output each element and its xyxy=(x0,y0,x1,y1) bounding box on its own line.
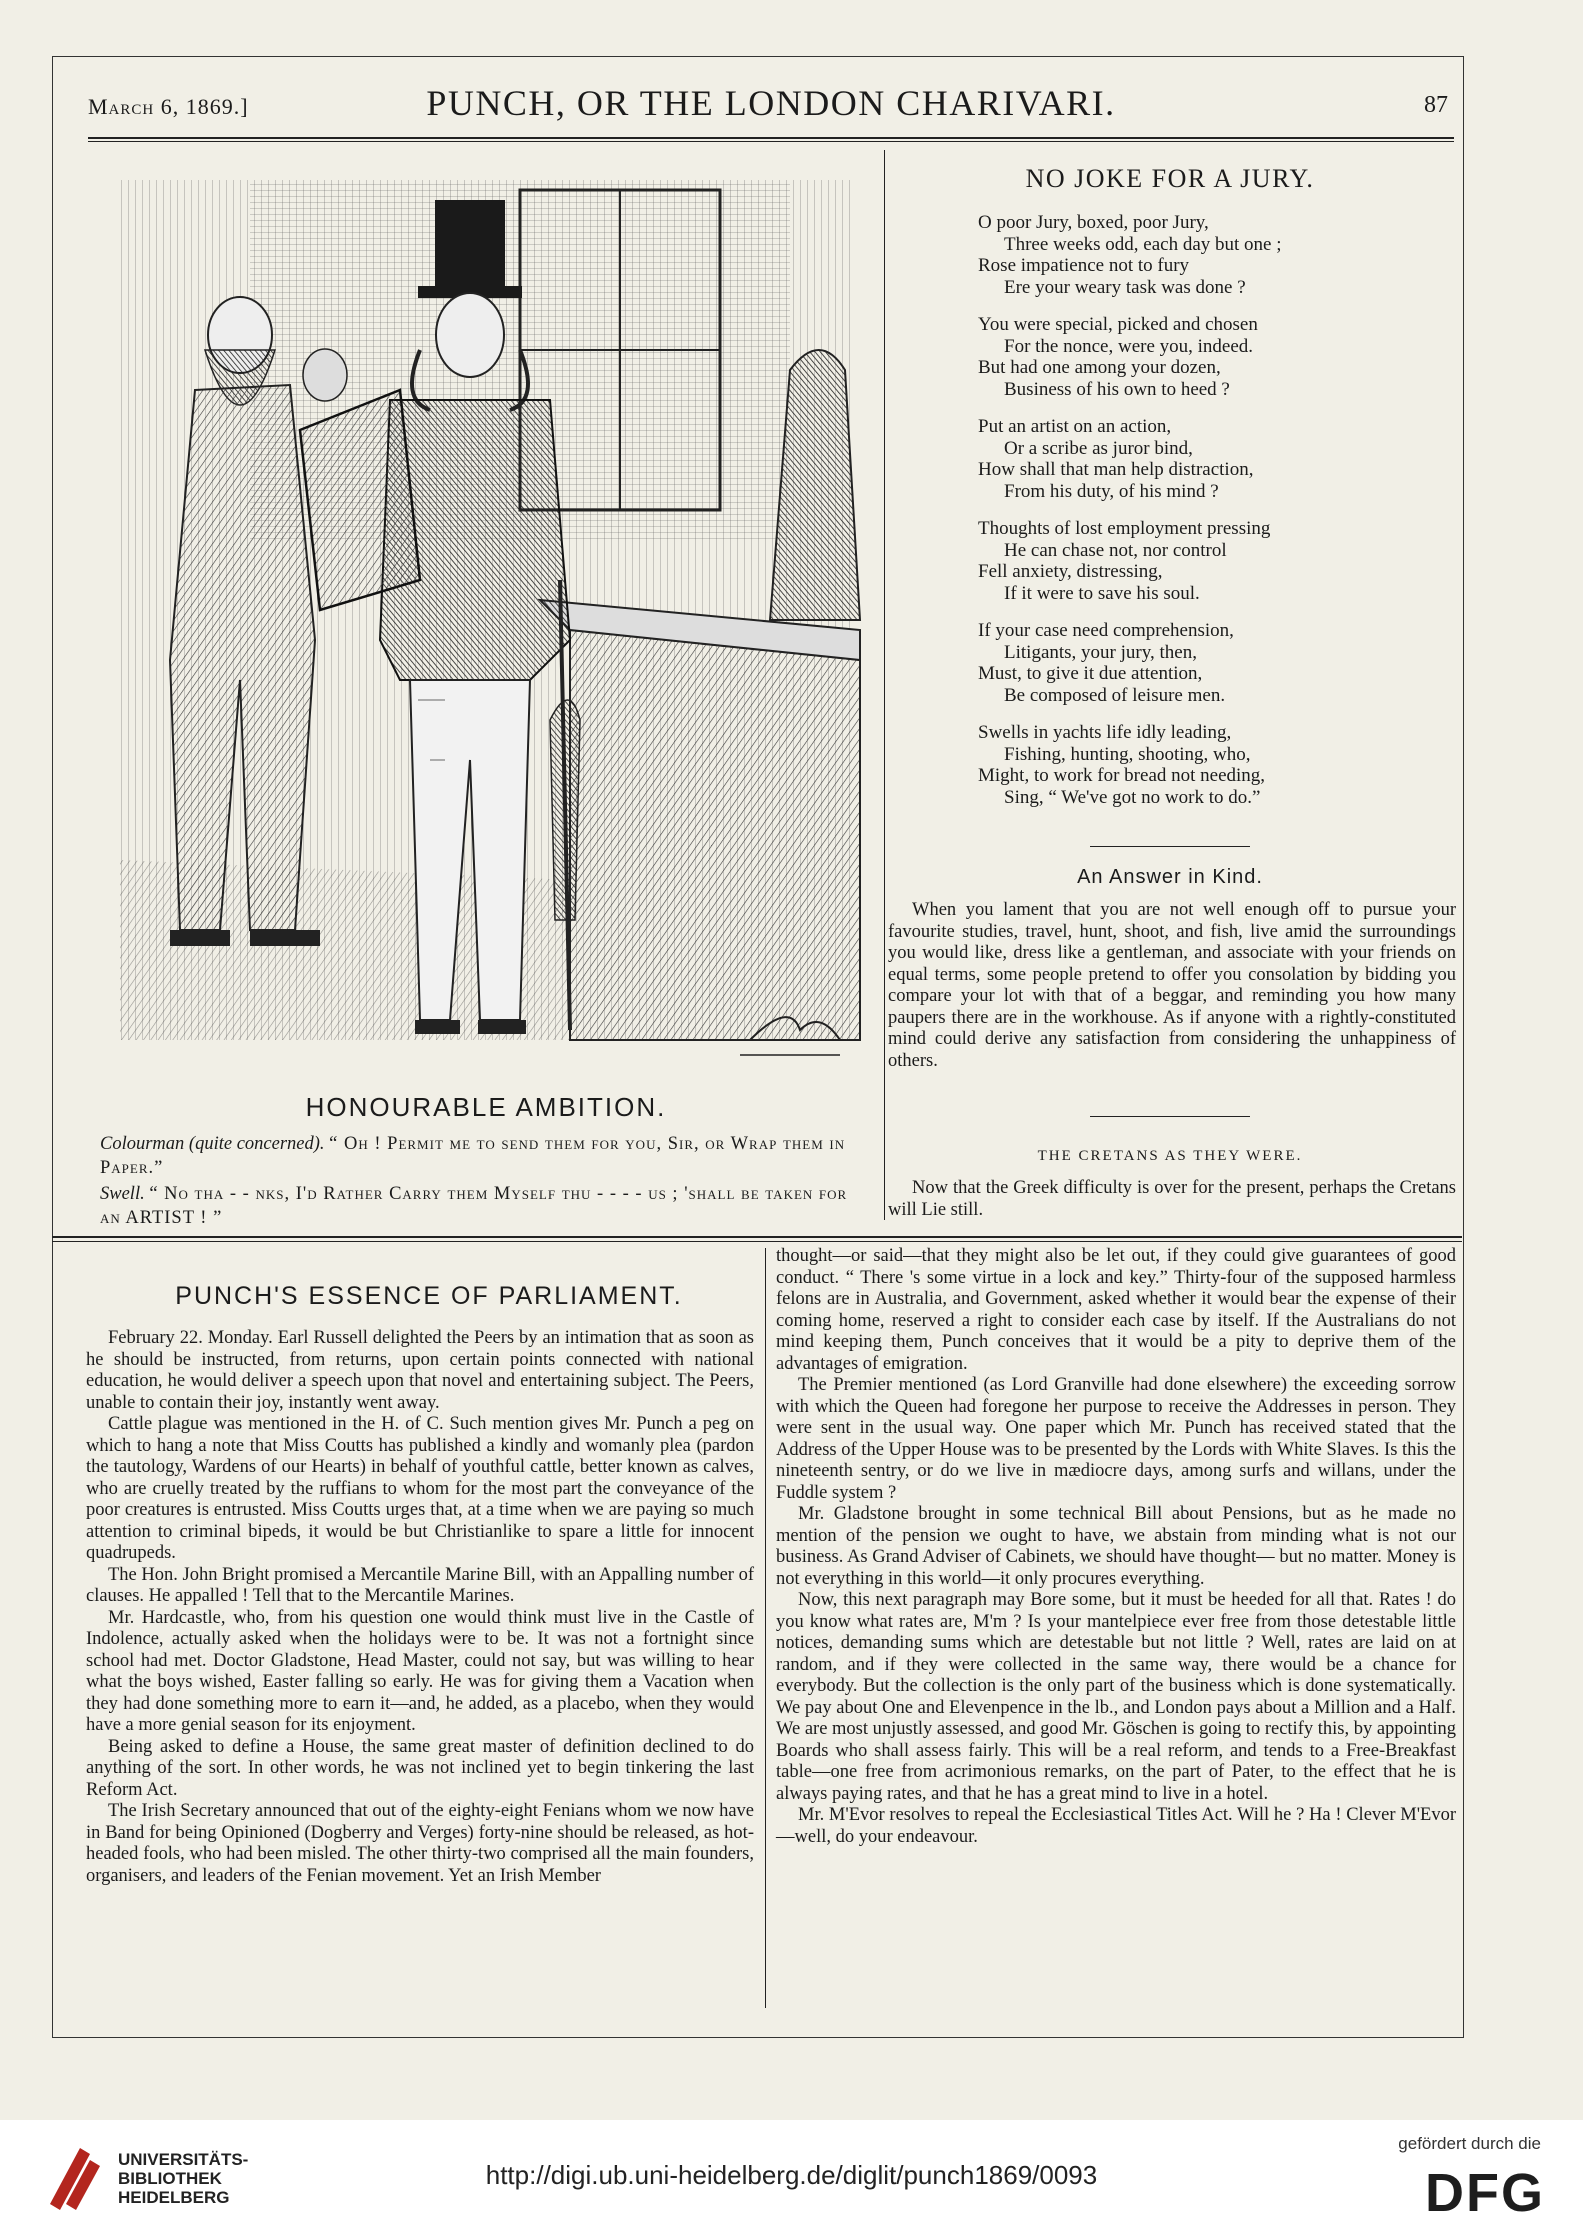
section-divider xyxy=(1090,846,1250,847)
cartoon-caption-colourman xyxy=(100,1132,872,1180)
essence-paragraph: thought—or said—that they might also be let out, if they could give guarantees of good conduct. “ There 's some virtue in a lock and key.” Thirty-four of the supposed harmless felons are in Australia, and Government, asked whether it would bear the expense of their coming home, reserved a right to consider each case by itself. If the Australians do not mind keeping them, Punch conceives that it would be a pity to deprive them of the advantages of emigration. xyxy=(776,1246,1456,1374)
poem-stanza-6 xyxy=(978,722,1265,808)
poem-line: Swells in yachts life idly leading, xyxy=(978,722,1232,743)
permalink-url[interactable]: http://digi.ub.uni-heidelberg.de/diglit/punch1869/0093 xyxy=(485,2160,1098,2190)
essence-paragraph: Mr. M'Evor resolves to repeal the Ecclesiastical Titles Act. Will he ? Ha ! Clever M'Evor—well, do your endeavour. xyxy=(776,1805,1456,1847)
speaker-swell: Swell. xyxy=(100,1184,145,1204)
masthead-title: PUNCH, OR THE LONDON CHARIVARI. xyxy=(426,83,1116,123)
poem-line: Business of his own to heed ? xyxy=(1004,378,1230,400)
poem-stanza-5 xyxy=(978,620,1234,706)
poem-line: How shall that man help distraction, xyxy=(978,459,1254,480)
poem-line: Must, to give it due attention, xyxy=(978,663,1203,684)
cretans-text: Now that the Greek difficulty is over for the present, perhaps the Cretans will Lie still. xyxy=(888,1178,1456,1220)
dfg-wordmark: DFG xyxy=(1425,2163,1545,2223)
header-rule-thin xyxy=(88,141,1454,142)
poem-stanza-1 xyxy=(978,212,1282,298)
issue-date: March 6, 1869.] xyxy=(88,94,249,119)
poem-line: Fell anxiety, distressing, xyxy=(978,561,1163,582)
poem-line: Might, to work for bread not needing, xyxy=(978,765,1266,786)
poem-line: For the nonce, were you, indeed. xyxy=(1004,335,1254,357)
colourman-line: “ Oh ! Permit me to send them for you, Sir, or Wrap them in Paper.” xyxy=(100,1134,846,1178)
column-divider-bottom xyxy=(765,1248,766,2008)
dfg-logo xyxy=(1425,2162,1545,2224)
poem-line: From his duty, of his mind ? xyxy=(1004,480,1219,502)
poem-line: Or a scribe as juror bind, xyxy=(1004,437,1193,459)
poem-line: You were special, picked and chosen xyxy=(978,314,1258,335)
cartoon-illustration xyxy=(100,160,870,1080)
essence-paragraph: February 22. Monday. Earl Russell delighted the Peers by an intimation that as soon as he should be instructed, from returns, upon certain points connected with national education, he would deliver a speech upon that novel and entertaining subject. The Peers, unable to contain their joy, instantly went away. xyxy=(86,1328,754,1413)
poem-line: Thoughts of lost employment pressing xyxy=(978,518,1271,539)
poem-line: Put an artist on an action, xyxy=(978,416,1172,437)
funding-note: gefördert durch die xyxy=(1398,2134,1541,2153)
essence-paragraph: Mr. Gladstone brought in some technical Bill about Pensions, but as he made no mention of the pension we ought to have, we abstain from minding what is not our business. As Grand Adviser of Cabinets, we should have thought— but no matter. Money is not everything in this world—it only procures everything. xyxy=(776,1504,1456,1589)
speaker-aside: (quite concerned). xyxy=(188,1134,325,1154)
running-header xyxy=(88,82,1454,138)
swell-line: “ No tha - - nks, I'd Rather Carry them Myself thu - - - - us ; 'shall be taken for an ARTIST ! ” xyxy=(100,1184,848,1228)
library-name-line: BIBLIOTHEK xyxy=(118,2169,222,2188)
poem-line: Three weeks odd, each day but one ; xyxy=(1004,233,1282,255)
poem-line: O poor Jury, boxed, poor Jury, xyxy=(978,212,1209,233)
poem-line: Sing, “ We've got no work to do.” xyxy=(1004,786,1261,808)
poem-line: Be composed of leisure men. xyxy=(1004,684,1226,706)
poem-line: Rose impatience not to fury xyxy=(978,255,1190,276)
answer-text: When you lament that you are not well enough off to pursue your favourite studies, travel, hunt, shoot, and fish, live amid the surroundings you would like, dress like a gentleman, and associate with your friends on equal terms, some people pretend to offer you consolation by bidding you compare your lot with that of a beggar, and reminding you how many paupers there are in the workhouse. As if anyone with a rightly-constituted mind could derive any satisfaction from considering the unhappiness of others. xyxy=(888,900,1456,1071)
essence-title: PUNCH'S ESSENCE OF PARLIAMENT. xyxy=(175,1282,683,1310)
poem-line: Litigants, your jury, then, xyxy=(1004,641,1197,663)
essence-paragraph: Mr. Hardcastle, who, from his question one would think must live in the Castle of Indolence, actually asked when the holidays were to be. It was not a fortnight since school had met. Doctor Gladstone, Head Master, could not say, but was willing to hear what the boys wished, Easter falling so early. He was for giving them a Vacation when they had done something more to earn it—and, he added, as a placebo, when they would have a more genial season for its enjoyment. xyxy=(86,1607,754,1735)
section-divider xyxy=(1090,1116,1250,1117)
essence-right-column xyxy=(776,1246,1456,1848)
cartoon-caption-swell xyxy=(100,1182,872,1230)
poem-line: Fishing, hunting, shooting, who, xyxy=(1004,743,1251,765)
speaker-colourman: Colourman xyxy=(100,1134,185,1154)
essence-paragraph: The Hon. John Bright promised a Mercantile Marine Bill, with an Appalling number of clauses. He appalled ! Tell that to the Mercantile Marines. xyxy=(86,1564,754,1606)
poem-line: If it were to save his soul. xyxy=(1004,582,1200,604)
essence-paragraph: Cattle plague was mentioned in the H. of C. Such mention gives Mr. Punch a peg on which to hang a note that Miss Coutts has published a kindly and womanly plea (pardon the tautology, Wardens of our Hearts) in behalf of youthful cattle, better known as calves, who are cruelly treated by the ruffians to whom for the most part the conveyance of the poor creatures is entrusted. Miss Coutts urges that, at a time when we are paying so much attention to criminal bipeds, it would be but Christianlike to spare a little for innocent quadrupeds. xyxy=(86,1414,754,1563)
essence-paragraph: The Irish Secretary announced that out of the eighty-eight Fenians whom we now have in Band for being Opinioned (Dogberry and Verges) forty-nine should be released, as hot-headed fools, who had been misled. The other thirty-two comprised all the main founders, organisers, and leaders of the Fenian movement. Yet an Irish Member xyxy=(86,1801,754,1886)
poem-stanza-4 xyxy=(978,518,1270,604)
poem-line: But had one among your dozen, xyxy=(978,357,1221,378)
library-name-line: UNIVERSITÄTS- xyxy=(118,2150,249,2169)
poem-line: Ere your weary task was done ? xyxy=(1004,276,1246,298)
column-divider-top xyxy=(884,150,885,1220)
essence-paragraph: The Premier mentioned (as Lord Granville had done elsewhere) the exceeding sorrow with which the Queen had foregone her purpose to receive the Addresses in person. They were sent in the usual way. One paper which Mr. Punch has received stated that the Address of the Upper House was to be presented by the Lords with White Slaves. Is this the nineteenth sentry, or do we live in mædiocre days, among surfs and willans, under the Fuddle system ? xyxy=(776,1375,1456,1503)
cretans-title: THE CRETANS AS THEY WERE. xyxy=(1037,1148,1303,1164)
essence-paragraph: Being asked to define a House, the same great master of definition declined to do anything of the sort. In other words, he was not inclined yet to begin tinkering the last Reform Act. xyxy=(86,1736,754,1800)
answer-title: An Answer in Kind. xyxy=(1077,866,1263,888)
viewer-footer xyxy=(0,2120,1583,2235)
section-rule-thin xyxy=(52,1241,1462,1242)
essence-left-column xyxy=(86,1328,754,1887)
library-name-line: HEIDELBERG xyxy=(118,2188,230,2207)
cartoon-title: HONOURABLE AMBITION. xyxy=(305,1092,667,1122)
header-rule-thick xyxy=(88,137,1454,139)
poem-line: He can chase not, nor control xyxy=(1004,539,1227,561)
poem-stanza-3 xyxy=(978,416,1253,502)
poem-title: NO JOKE FOR A JURY. xyxy=(1025,164,1315,193)
page-number: 87 xyxy=(1424,92,1448,118)
poem-line: If your case need comprehension, xyxy=(978,620,1234,641)
poem-stanza-2 xyxy=(978,314,1258,400)
essence-paragraph: Now, this next paragraph may Bore some, but it must be heeded for all that. Rates ! do you know what rates are, M'm ? Is your mantelpiece ever free from those detestable little notices, demanding sums which are detestable but not little ? Well, rates are laid on at random, and if they were collected in the same way, there would be a chance for everybody. But the collection is the only part of the business which is done systematically. We pay about One and Elevenpence in the lb., and London pays about a Million and a Half. We are most unjustly assessed, and good Mr. Göschen is going to rectify this, by appointing Boards who shall assess fairly. This will be a real reform, and tends to a Free-Breakfast table—one free from acrimonious remarks, on the part of Pater, to the effect that he is always paying rates, and that he has a great mind to live in a hotel. xyxy=(776,1590,1456,1804)
section-rule-thick xyxy=(52,1236,1462,1238)
